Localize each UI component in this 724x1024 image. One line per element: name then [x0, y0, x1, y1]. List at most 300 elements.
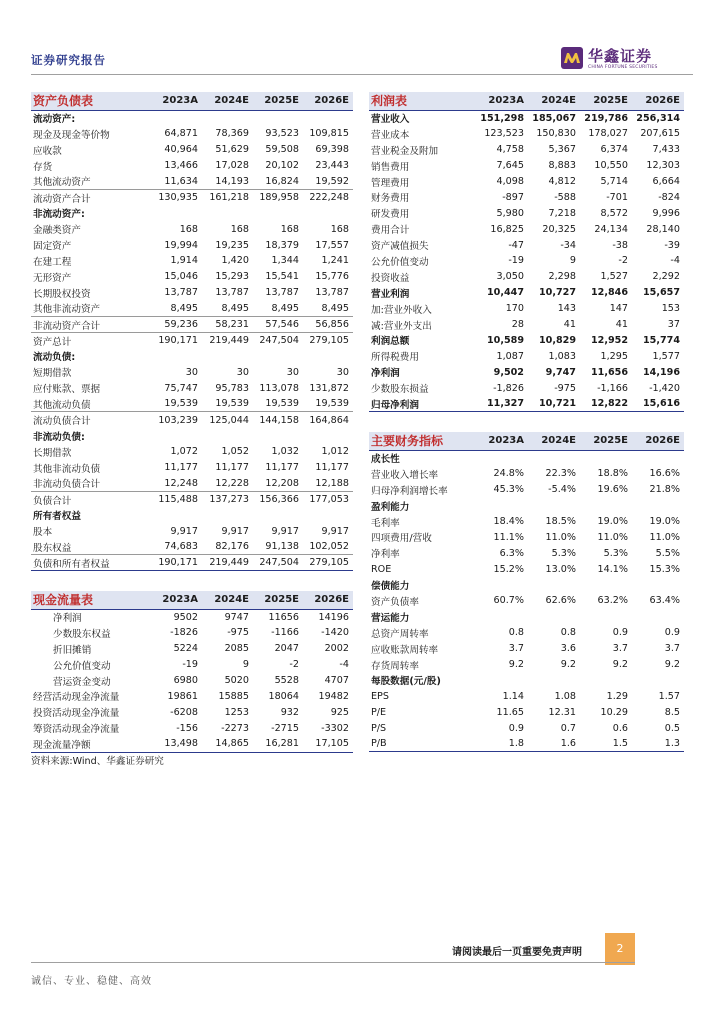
report-type-label: 证券研究报告 — [31, 53, 106, 67]
row-label: 现金及现金等价物 — [33, 129, 110, 141]
cell-value: 137,273 — [202, 491, 253, 507]
cell-value — [202, 205, 253, 221]
cell-value: 91,138 — [265, 541, 299, 553]
row-label: 营业收入 — [371, 114, 410, 126]
table-row — [31, 412, 353, 428]
table-row — [369, 126, 684, 142]
table-row — [31, 673, 353, 689]
cell-value: -2 — [289, 659, 299, 671]
cell-value: 219,786 — [584, 112, 628, 124]
cell-value: 13,787 — [215, 287, 249, 299]
year-header: 2025E — [253, 92, 303, 110]
cell-value: 222,248 — [303, 189, 353, 205]
table-row — [31, 609, 353, 625]
cell-value — [149, 507, 202, 523]
cell-value: 177,053 — [303, 491, 353, 507]
table-row — [369, 657, 684, 673]
table-row — [369, 221, 684, 237]
cell-value: 30 — [286, 366, 299, 378]
cell-value: -3302 — [321, 722, 349, 734]
cell-value: 10,550 — [594, 160, 628, 172]
table-row — [369, 482, 684, 498]
cell-value: 1,087 — [496, 350, 524, 362]
table-row — [369, 205, 684, 221]
cell-value: 18064 — [268, 690, 299, 702]
table-row — [31, 720, 353, 736]
cash-flow-table — [31, 591, 353, 753]
cell-value: 28,140 — [646, 223, 680, 235]
cell-value: 15,293 — [215, 271, 249, 283]
cell-value — [528, 498, 580, 514]
cell-value: 24.8% — [493, 468, 524, 480]
cell-value: -1,166 — [597, 382, 628, 394]
cell-value: 93,523 — [265, 128, 299, 140]
year-header: 2026E — [632, 92, 684, 110]
row-label: 流动负债合计 — [31, 412, 149, 428]
row-label: 资产总计 — [31, 332, 149, 348]
row-label: 资产负债率 — [371, 596, 419, 608]
table-row — [31, 736, 353, 752]
cell-value: 15,776 — [315, 271, 349, 283]
row-label: 公允价值变动 — [53, 660, 111, 672]
cell-value: 19861 — [167, 690, 198, 702]
cell-value: 178,027 — [588, 128, 628, 140]
cell-value: 19.6% — [597, 484, 628, 496]
table-title: 利润表 — [369, 92, 472, 110]
cell-value: 15885 — [218, 690, 249, 702]
cell-value: 45.3% — [493, 484, 524, 496]
cell-value: 19,592 — [315, 175, 349, 187]
table-row — [31, 507, 353, 523]
cell-value — [632, 672, 684, 688]
table-row — [369, 110, 684, 126]
table-row — [369, 625, 684, 641]
table-row — [31, 110, 353, 126]
cell-value: 115,488 — [149, 491, 202, 507]
cell-value — [303, 428, 353, 444]
cell-value — [472, 672, 528, 688]
cell-value: 9502 — [173, 611, 198, 623]
cell-value: 8,572 — [600, 207, 628, 219]
row-label: P/B — [369, 736, 472, 752]
row-label: 其他流动资产 — [33, 177, 91, 189]
cell-value: 109,815 — [309, 128, 349, 140]
table-row — [369, 561, 684, 577]
cell-value: 10,829 — [538, 334, 576, 346]
cell-value: -975 — [227, 627, 249, 639]
cell-value: 9,917 — [271, 525, 299, 537]
year-header: 2024E — [528, 432, 580, 450]
cell-value: 9,996 — [652, 207, 680, 219]
row-label: 流动负债: — [33, 352, 76, 364]
table-row — [31, 158, 353, 174]
cell-value: 164,864 — [303, 412, 353, 428]
cell-value: 161,218 — [202, 189, 253, 205]
table-row — [31, 380, 353, 396]
cell-value: 2047 — [274, 643, 299, 655]
cell-value: 1.08 — [554, 690, 576, 702]
cell-value: 10,447 — [486, 287, 524, 299]
cell-value: 1.3 — [632, 736, 684, 752]
cell-value: -824 — [658, 191, 680, 203]
row-label: 营业成本 — [371, 129, 410, 141]
row-label: 其他非流动负债 — [33, 463, 101, 475]
row-label: 无形资产 — [33, 272, 72, 284]
table-row — [31, 491, 353, 507]
table-row — [369, 158, 684, 174]
table-row — [31, 285, 353, 301]
cell-value — [632, 450, 684, 466]
cell-value: 0.7 — [560, 722, 576, 734]
cell-value: 1.5 — [580, 736, 632, 752]
table-row — [369, 720, 684, 736]
cell-value: 19,994 — [164, 239, 198, 251]
row-label: 归母净利润 — [369, 396, 472, 412]
cell-value: 24,134 — [594, 223, 628, 235]
cell-value — [580, 450, 632, 466]
company-motto: 诚信、专业、稳健、高效 — [31, 976, 152, 987]
cell-value: -4 — [670, 255, 680, 267]
cell-value: 15,616 — [632, 396, 684, 412]
cell-value — [202, 348, 253, 364]
cell-value: 0.8 — [560, 627, 576, 639]
cell-value: 8,495 — [321, 302, 349, 314]
cell-value: 5.3% — [551, 547, 576, 559]
cell-value: 4,812 — [548, 176, 576, 187]
cell-value: 1,577 — [652, 350, 680, 362]
cell-value: 8,883 — [548, 160, 576, 172]
cell-value: 14,193 — [215, 175, 249, 187]
cell-value: 9,917 — [170, 525, 198, 537]
cell-value: 19.0% — [597, 516, 628, 527]
cell-value: 30 — [185, 366, 198, 378]
row-label: 净利润 — [53, 613, 82, 625]
cell-value: 30 — [236, 366, 249, 378]
cell-value: 1,344 — [271, 255, 299, 267]
table-row — [369, 332, 684, 348]
cell-value: 11.0% — [597, 531, 628, 543]
row-label: 每股数据(元/股) — [371, 676, 441, 688]
cell-value: 5,367 — [548, 144, 576, 156]
company-logo — [561, 45, 661, 75]
table-row — [31, 704, 353, 720]
cell-value: 0.8 — [508, 627, 524, 639]
cell-value: 7,218 — [548, 207, 576, 219]
cell-value: 103,239 — [149, 412, 202, 428]
row-label: 长期股权投资 — [33, 288, 91, 300]
table-row — [369, 142, 684, 158]
row-label: 经营活动现金净流量 — [33, 692, 120, 704]
cell-value: 1,072 — [170, 446, 198, 458]
cell-value — [472, 498, 528, 514]
cell-value: 1.8 — [472, 736, 528, 752]
table-row — [369, 577, 684, 593]
table-row — [369, 301, 684, 317]
row-label: EPS — [371, 690, 389, 702]
cell-value: 1,527 — [600, 271, 628, 283]
cell-value: 6,664 — [652, 176, 680, 187]
cell-value — [253, 428, 303, 444]
cell-value: 3,050 — [496, 271, 524, 283]
row-label: 销售费用 — [371, 161, 410, 173]
cell-value: 16,824 — [265, 175, 299, 187]
table-row — [31, 555, 353, 571]
cell-value: 11.0% — [545, 531, 576, 543]
cell-value: 168 — [330, 223, 349, 235]
row-label: 存货 — [33, 161, 53, 173]
year-header: 2026E — [303, 92, 353, 110]
cell-value: 9,502 — [493, 366, 524, 378]
cell-value: -5.4% — [548, 484, 576, 496]
cell-value: 13,787 — [265, 287, 299, 299]
table-row — [31, 237, 353, 253]
table-row — [31, 174, 353, 190]
row-label: 金融类资产 — [33, 225, 81, 237]
cell-value: 13.0% — [545, 563, 576, 575]
table-row — [369, 545, 684, 561]
row-label: 存货周转率 — [371, 660, 419, 672]
cell-value: 18.8% — [597, 468, 628, 480]
cell-value: 279,105 — [303, 555, 353, 571]
row-label: 营业利润 — [371, 288, 410, 300]
cell-value: 144,158 — [253, 412, 303, 428]
cell-value — [202, 428, 253, 444]
cell-value: 12.31 — [548, 706, 576, 718]
table-row — [369, 348, 684, 364]
cell-value: 11,177 — [215, 462, 249, 474]
cell-value: -1420 — [321, 627, 349, 639]
cell-value: 15,541 — [265, 271, 299, 283]
cell-value — [303, 205, 353, 221]
table-row — [369, 704, 684, 720]
cell-value: 9747 — [224, 611, 249, 623]
cell-value — [580, 672, 632, 688]
cell-value: -39 — [664, 239, 680, 251]
table-row — [31, 253, 353, 269]
cell-value: 168 — [179, 223, 198, 235]
cell-value: 19,539 — [164, 398, 198, 410]
cell-value: 69,398 — [315, 144, 349, 156]
cell-value: 5.3% — [603, 547, 628, 559]
cell-value: 11.65 — [496, 706, 524, 718]
table-row — [31, 332, 353, 348]
table-row — [369, 498, 684, 514]
table-row — [369, 174, 684, 190]
row-label: 偿债能力 — [371, 581, 410, 593]
cell-value: 11656 — [268, 611, 299, 623]
row-label: 股本 — [33, 527, 53, 539]
cell-value: 1,914 — [170, 255, 198, 267]
cell-value: 37 — [667, 319, 680, 331]
cell-value: 279,105 — [303, 332, 353, 348]
table-row — [369, 396, 684, 412]
cell-value — [303, 348, 353, 364]
cell-value: 82,176 — [215, 541, 249, 553]
row-label: 流动资产: — [33, 114, 76, 126]
cell-value: 12,208 — [265, 477, 299, 489]
cell-value: 11,177 — [265, 462, 299, 474]
cell-value: 247,504 — [253, 332, 303, 348]
logo-mark-icon — [561, 47, 583, 69]
row-label: 总资产周转率 — [371, 628, 429, 640]
logo-text-en: CHINA FORTUNE SECURITIES — [588, 65, 658, 70]
table-row — [369, 285, 684, 301]
cell-value: 58,231 — [202, 317, 253, 333]
row-label: 营业税金及附加 — [371, 145, 439, 157]
row-label: 财务费用 — [371, 193, 410, 205]
cell-value: -2273 — [221, 722, 249, 734]
cell-value: 219,449 — [202, 555, 253, 571]
cell-value — [528, 672, 580, 688]
cell-value — [253, 205, 303, 221]
cell-value: 131,872 — [309, 382, 349, 394]
row-label: 利润总额 — [371, 336, 410, 348]
cell-value: -4 — [339, 659, 349, 671]
year-header: 2026E — [632, 432, 684, 450]
cell-value: 2002 — [324, 643, 349, 655]
cell-value: 156,366 — [253, 491, 303, 507]
cell-value: 1.29 — [606, 690, 628, 702]
cell-value — [149, 428, 202, 444]
table-row — [31, 475, 353, 491]
cell-value — [580, 609, 632, 625]
cell-value: -34 — [560, 239, 576, 251]
cell-value: -47 — [508, 239, 524, 251]
cell-value: -2 — [618, 255, 628, 267]
cell-value: 185,067 — [532, 112, 576, 124]
year-header: 2023A — [149, 92, 202, 110]
table-row — [369, 593, 684, 609]
cell-value: 10,721 — [528, 396, 580, 412]
row-label: 营业收入增长率 — [371, 469, 439, 481]
table-header-row — [369, 432, 684, 450]
table-row — [369, 529, 684, 545]
row-label: 其他流动负债 — [33, 399, 91, 411]
row-label: 负债和所有者权益 — [31, 555, 149, 571]
year-header: 2026E — [303, 591, 353, 609]
table-row — [31, 221, 353, 237]
table-title: 资产负债表 — [31, 92, 149, 110]
table-row — [31, 444, 353, 460]
cell-value: 5,980 — [496, 207, 524, 219]
cell-value: 19,539 — [215, 398, 249, 410]
table-title: 主要财务指标 — [369, 432, 472, 450]
row-label: 筹资活动现金净流量 — [33, 724, 120, 736]
year-header: 2024E — [202, 591, 253, 609]
cell-value: 147 — [609, 303, 628, 315]
row-label: 固定资产 — [33, 241, 72, 253]
cell-value: 15,657 — [642, 287, 680, 299]
row-label: 所得税费用 — [371, 352, 419, 364]
cell-value: 207,615 — [640, 128, 680, 140]
cell-value: 18.5% — [545, 516, 576, 527]
row-label: 应收款 — [33, 145, 62, 157]
cell-value: 63.2% — [597, 595, 628, 607]
cell-value: 13,498 — [149, 736, 202, 752]
cell-value: 190,171 — [149, 555, 202, 571]
cell-value: 247,504 — [253, 555, 303, 571]
cell-value: 0.6 — [612, 722, 628, 734]
table-row — [31, 189, 353, 205]
cell-value: 130,935 — [149, 189, 202, 205]
disclaimer-link[interactable]: 请阅读最后一页重要免责声明 — [452, 947, 582, 958]
cell-value: -2715 — [271, 722, 299, 734]
cell-value: 3.7 — [508, 643, 524, 655]
year-header: 2025E — [580, 92, 632, 110]
cell-value: 4707 — [324, 675, 349, 686]
cell-value: 9,747 — [545, 366, 576, 378]
cell-value: 1.57 — [658, 690, 680, 702]
cell-value: 7,433 — [652, 144, 680, 156]
cell-value: 5528 — [274, 675, 299, 686]
row-label: 长期借款 — [33, 447, 72, 459]
cell-value: 6980 — [173, 675, 198, 686]
cell-value — [149, 348, 202, 364]
table-row — [31, 523, 353, 539]
cell-value: 19,539 — [315, 398, 349, 410]
row-label: 投资活动现金净流量 — [33, 708, 120, 720]
cell-value: -19 — [182, 659, 198, 671]
cell-value: 8,495 — [170, 302, 198, 314]
cell-value: 1,032 — [271, 446, 299, 458]
year-header: 2023A — [472, 92, 528, 110]
footer-divider — [31, 962, 635, 963]
row-label: 现金流量净额 — [31, 736, 149, 752]
row-label: 投资收益 — [371, 272, 410, 284]
cell-value: 168 — [230, 223, 249, 235]
row-label: 营运能力 — [371, 612, 410, 624]
cell-value: 0.9 — [664, 627, 680, 639]
cell-value: 0.5 — [664, 722, 680, 734]
table-header-row — [369, 92, 684, 110]
header-divider — [31, 74, 693, 75]
cell-value: 10,589 — [486, 334, 524, 346]
cell-value: 1.14 — [502, 690, 524, 702]
row-label: 应付账款、票据 — [33, 384, 101, 396]
year-header: 2023A — [472, 432, 528, 450]
cell-value: 1,241 — [321, 255, 349, 267]
cell-value: 189,958 — [253, 189, 303, 205]
cell-value: -1,826 — [493, 382, 524, 394]
table-row — [369, 514, 684, 530]
cell-value: 1.6 — [528, 736, 580, 752]
table-row — [369, 380, 684, 396]
row-label: 股东权益 — [33, 542, 72, 554]
cell-value: 932 — [280, 706, 299, 718]
table-row — [369, 466, 684, 482]
table-row — [369, 253, 684, 269]
cell-value — [580, 577, 632, 593]
row-label: 应收账款周转率 — [371, 644, 439, 656]
table-header-row — [31, 591, 353, 609]
cell-value: -1826 — [170, 627, 198, 639]
cell-value: 1,012 — [321, 446, 349, 458]
cell-value: 1,083 — [548, 350, 576, 362]
cell-value: 12,303 — [646, 160, 680, 172]
cell-value: 9.2 — [664, 659, 680, 671]
cell-value: 17,105 — [303, 736, 353, 752]
cell-value: 18.4% — [493, 516, 524, 527]
cell-value: 19,539 — [265, 398, 299, 410]
cell-value — [303, 507, 353, 523]
cell-value: 1,420 — [221, 255, 249, 267]
table-row — [31, 641, 353, 657]
cell-value: 16.6% — [649, 468, 680, 480]
row-label: P/S — [371, 722, 387, 734]
cell-value — [472, 609, 528, 625]
cell-value: 19,235 — [215, 239, 249, 251]
cell-value: 7,645 — [496, 160, 524, 172]
